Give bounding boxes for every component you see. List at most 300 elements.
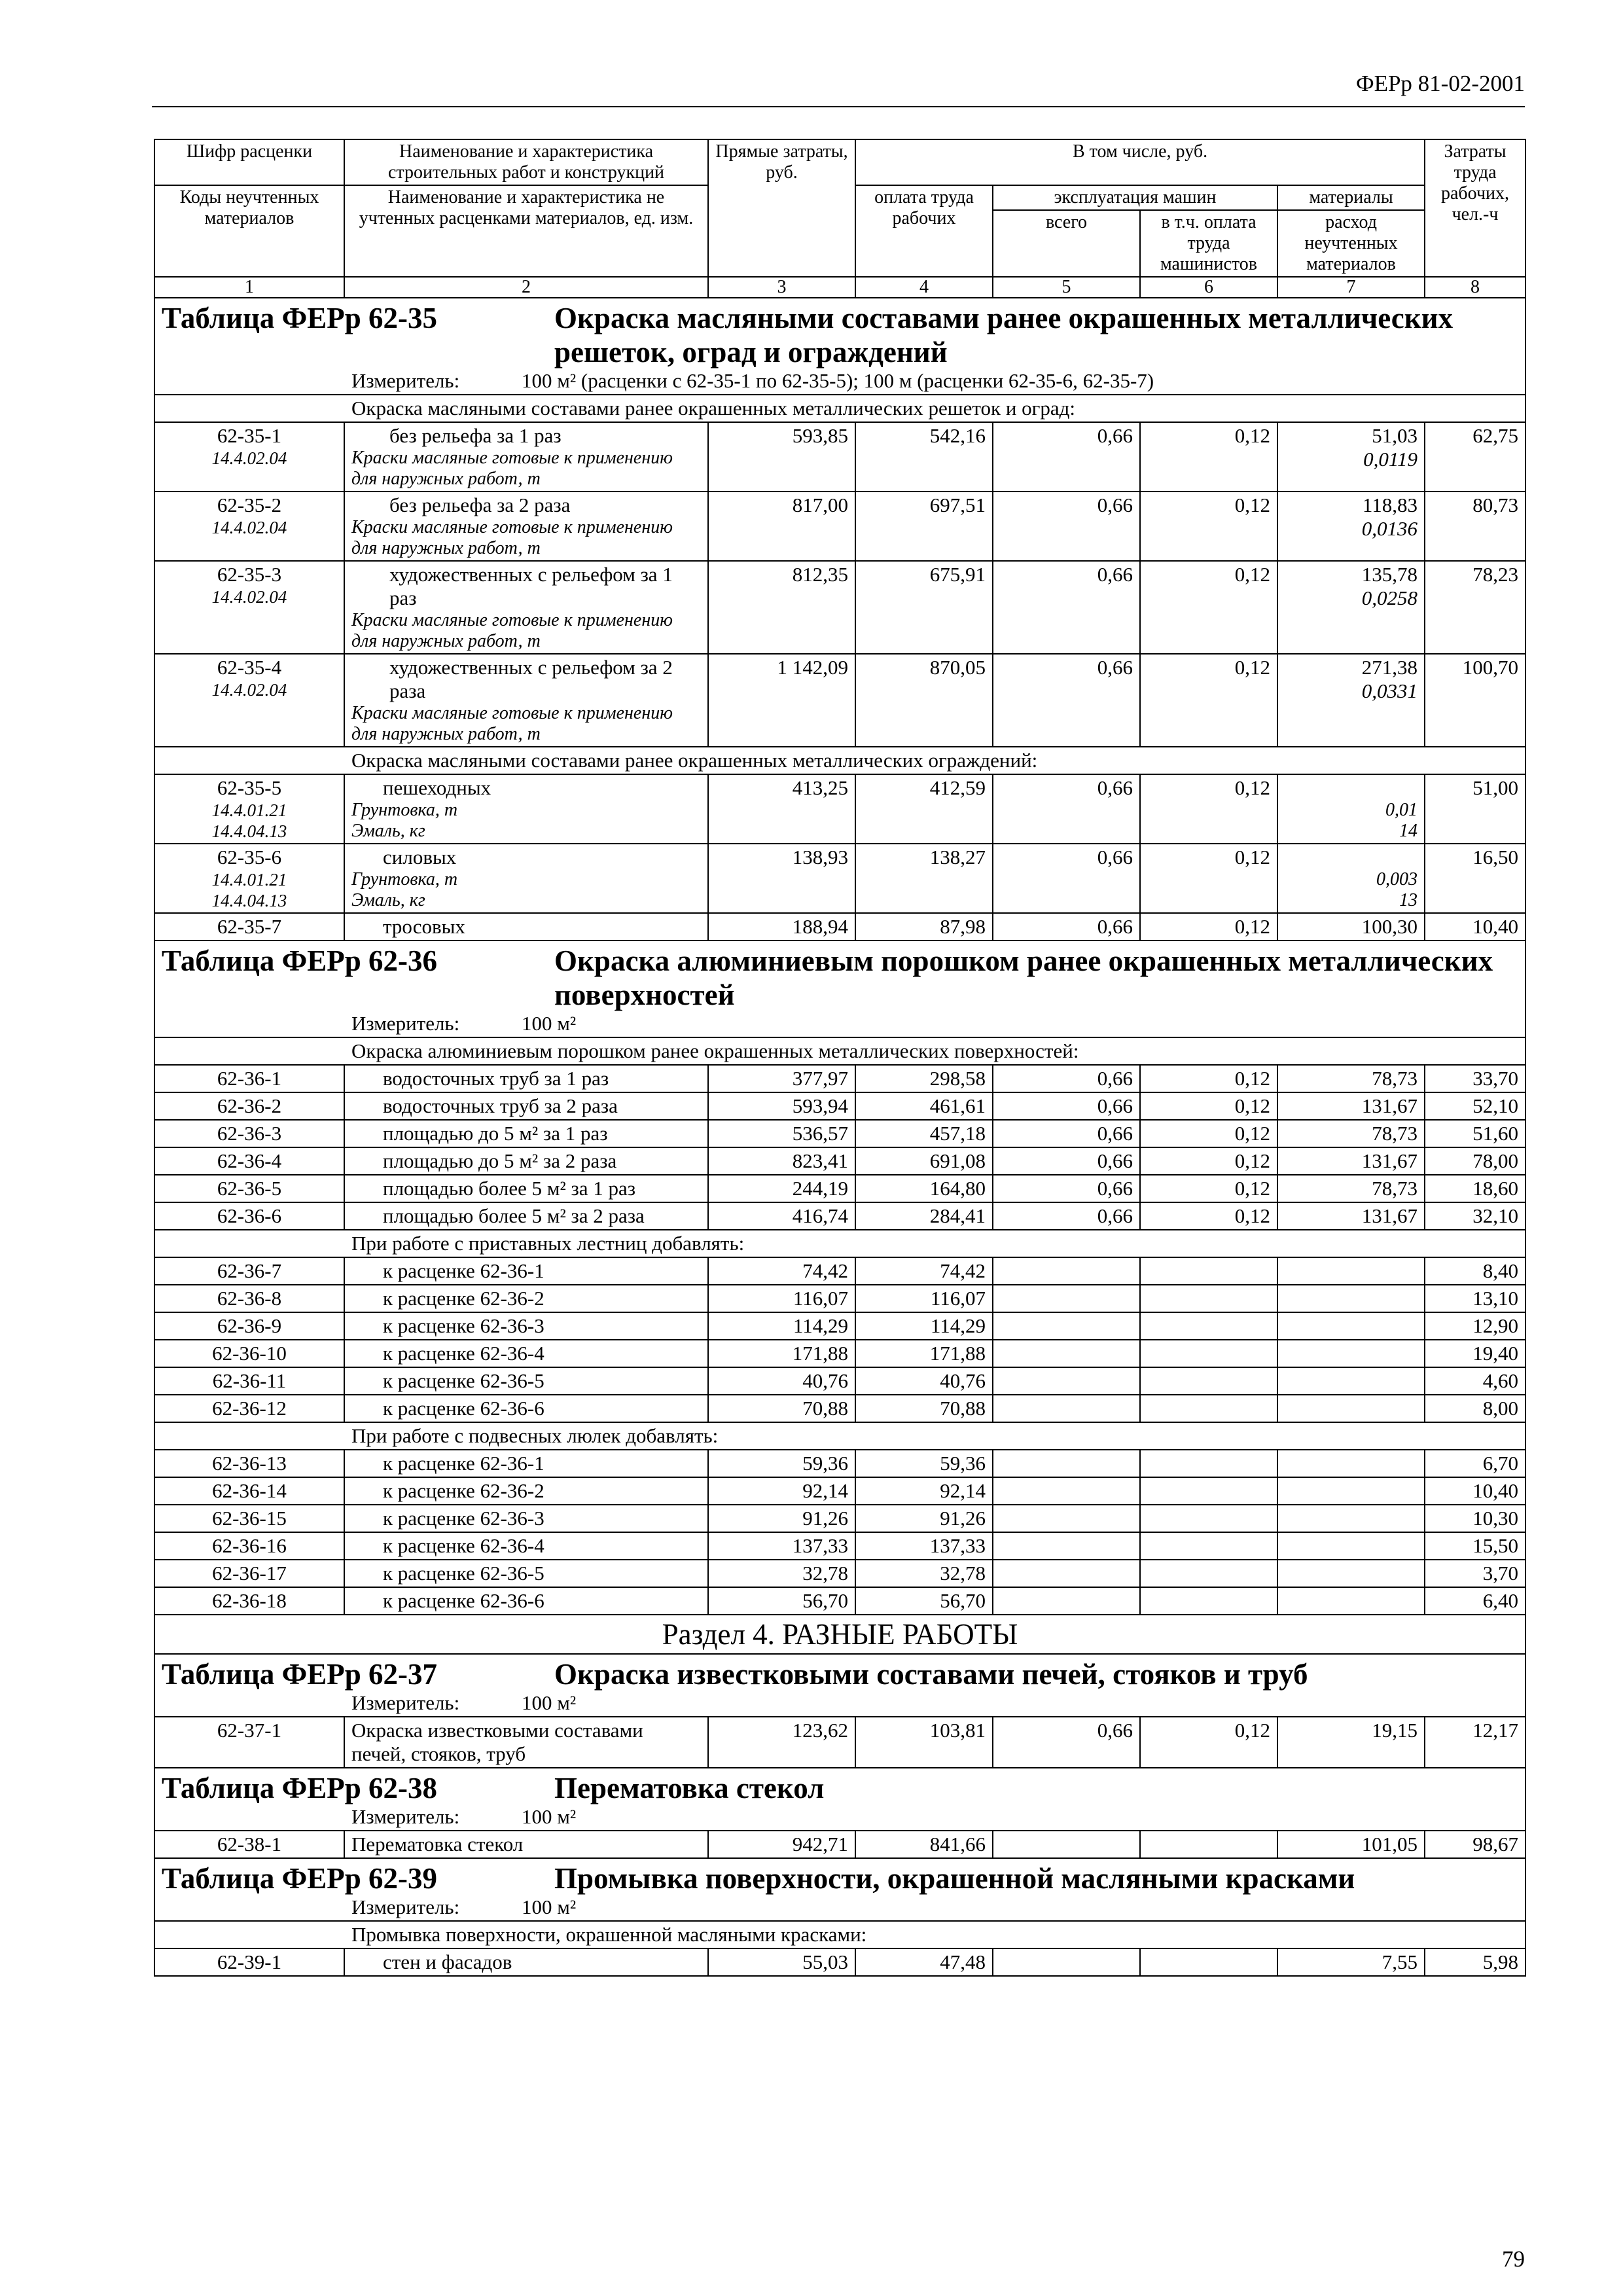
machines-pay: 0,12 bbox=[1140, 913, 1277, 941]
labor-hours: 16,50 bbox=[1425, 844, 1525, 913]
measure-label: Измеритель: bbox=[351, 1691, 460, 1714]
materials-cost: 19,15 bbox=[1277, 1717, 1425, 1768]
machines-total bbox=[993, 1532, 1140, 1560]
direct-cost: 244,19 bbox=[708, 1175, 855, 1202]
materials-cost bbox=[1277, 1312, 1425, 1340]
labor-hours: 6,40 bbox=[1425, 1587, 1525, 1615]
labor-hours: 13,10 bbox=[1425, 1285, 1525, 1312]
table-62-35-title bbox=[154, 298, 1525, 395]
measure-label: Измеритель: bbox=[351, 1012, 460, 1035]
table-row bbox=[154, 422, 1525, 492]
direct-cost: 1 142,09 bbox=[708, 654, 855, 747]
table-row bbox=[154, 1257, 1525, 1285]
table-row bbox=[154, 654, 1525, 747]
direct-cost: 593,94 bbox=[708, 1092, 855, 1120]
col-materials-sub-header: расход неучтенных материалов bbox=[1277, 210, 1425, 277]
machines-total bbox=[993, 1477, 1140, 1505]
direct-cost: 593,85 bbox=[708, 422, 855, 492]
machines-pay bbox=[1140, 1285, 1277, 1312]
material-code: 14.4.04.13 bbox=[211, 821, 287, 841]
document-code: ФЕРр 81-02-2001 bbox=[1355, 71, 1525, 96]
machines-pay bbox=[1140, 1948, 1277, 1976]
material-name: Эмаль, кг bbox=[351, 890, 425, 910]
table-row bbox=[154, 1717, 1525, 1768]
direct-cost: 942,71 bbox=[708, 1831, 855, 1858]
machines-total bbox=[993, 1505, 1140, 1532]
labor-pay: 87,98 bbox=[855, 913, 993, 941]
group-header: Окраска масляными составами ранее окрашенных металлических ограждений: bbox=[154, 747, 1525, 774]
rate-code: 62-35-7 bbox=[154, 913, 344, 941]
machines-pay bbox=[1140, 1257, 1277, 1285]
materials-cost bbox=[1277, 1505, 1425, 1532]
materials-cost: 78,73 bbox=[1277, 1120, 1425, 1147]
table-row bbox=[154, 1477, 1525, 1505]
materials-cost bbox=[1277, 1560, 1425, 1587]
labor-pay: 56,70 bbox=[855, 1587, 993, 1615]
table-row bbox=[154, 1948, 1525, 1976]
page-number: 79 bbox=[1502, 2246, 1525, 2272]
labor-hours: 10,40 bbox=[1425, 913, 1525, 941]
labor-pay: 116,07 bbox=[855, 1285, 993, 1312]
machines-total: 0,66 bbox=[993, 844, 1140, 913]
rate-name: водосточных труб за 1 раз bbox=[344, 1065, 708, 1092]
direct-cost: 116,07 bbox=[708, 1285, 855, 1312]
materials-cost: 78,73 bbox=[1277, 1175, 1425, 1202]
rate-code: 62-36-12 bbox=[154, 1395, 344, 1422]
col-number: 4 bbox=[855, 277, 993, 298]
machines-pay bbox=[1140, 1450, 1277, 1477]
rate-name: площадью более 5 м² за 2 раза bbox=[344, 1202, 708, 1230]
table-row bbox=[154, 1202, 1525, 1230]
table-row bbox=[154, 561, 1525, 654]
rate-name: площадью более 5 м² за 1 раз bbox=[344, 1175, 708, 1202]
table-62-37-title bbox=[154, 1654, 1525, 1717]
measure-value: 100 м² (расценки с 62-35-1 по 62-35-5); 100 м (расценки 62-35-6, 62-35-7) bbox=[522, 369, 1154, 392]
materials-cost: 78,73 bbox=[1277, 1065, 1425, 1092]
col-number: 3 bbox=[708, 277, 855, 298]
materials-cost bbox=[1277, 1532, 1425, 1560]
machines-pay: 0,12 bbox=[1140, 774, 1277, 844]
material-code: 14.4.02.04 bbox=[211, 448, 287, 468]
materials-cost: 271,38 bbox=[1361, 656, 1418, 679]
material-qty: 0,0136 bbox=[1361, 517, 1418, 540]
machines-pay: 0,12 bbox=[1140, 1147, 1277, 1175]
table-row bbox=[154, 1505, 1525, 1532]
machines-total bbox=[993, 1257, 1140, 1285]
rate-name: к расценке 62-36-5 bbox=[344, 1560, 708, 1587]
machines-pay bbox=[1140, 1340, 1277, 1367]
machines-pay: 0,12 bbox=[1140, 492, 1277, 561]
direct-cost: 74,42 bbox=[708, 1257, 855, 1285]
table-label: Таблица ФЕРр 62-36 bbox=[162, 944, 438, 977]
direct-cost: 817,00 bbox=[708, 492, 855, 561]
labor-hours: 51,00 bbox=[1425, 774, 1525, 844]
machines-pay bbox=[1140, 1587, 1277, 1615]
labor-hours: 8,40 bbox=[1425, 1257, 1525, 1285]
materials-cost: 100,30 bbox=[1277, 913, 1425, 941]
rate-name: к расценке 62-36-1 bbox=[344, 1450, 708, 1477]
machines-total: 0,66 bbox=[993, 422, 1140, 492]
col-number: 7 bbox=[1277, 277, 1425, 298]
rate-code: 62-36-3 bbox=[154, 1120, 344, 1147]
material-qty: 14 bbox=[1399, 821, 1418, 841]
col-incl-header: В том числе, руб. bbox=[855, 139, 1425, 185]
material-code: 14.4.02.04 bbox=[211, 587, 287, 607]
direct-cost: 32,78 bbox=[708, 1560, 855, 1587]
labor-pay: 675,91 bbox=[855, 561, 993, 654]
rate-code: 62-36-16 bbox=[154, 1532, 344, 1560]
machines-total: 0,66 bbox=[993, 1147, 1140, 1175]
labor-pay: 870,05 bbox=[855, 654, 993, 747]
material-name: Грунтовка, т bbox=[351, 800, 458, 820]
material-name: Эмаль, кг bbox=[351, 821, 425, 841]
rate-name: водосточных труб за 2 раза bbox=[344, 1092, 708, 1120]
measure-label: Измеритель: bbox=[351, 1895, 460, 1918]
table-label: Таблица ФЕРр 62-39 bbox=[162, 1862, 438, 1895]
group-header: Окраска масляными составами ранее окрашенных металлических решеток и оград: bbox=[154, 395, 1525, 422]
machines-pay bbox=[1140, 1367, 1277, 1395]
table-row bbox=[154, 1092, 1525, 1120]
table-row bbox=[154, 1175, 1525, 1202]
labor-pay: 457,18 bbox=[855, 1120, 993, 1147]
col-materials-header: материалы bbox=[1277, 185, 1425, 210]
machines-total: 0,66 bbox=[993, 492, 1140, 561]
rates-table bbox=[154, 139, 1526, 1977]
table-62-36-title bbox=[154, 941, 1525, 1037]
rate-name: к расценке 62-36-2 bbox=[344, 1285, 708, 1312]
labor-hours: 12,17 bbox=[1425, 1717, 1525, 1768]
direct-cost: 812,35 bbox=[708, 561, 855, 654]
materials-cost bbox=[1277, 1367, 1425, 1395]
labor-hours: 6,70 bbox=[1425, 1450, 1525, 1477]
col-code-header: Шифр расценки bbox=[154, 139, 344, 185]
table-title: Промывка поверхности, окрашенной масляными красками bbox=[554, 1862, 1355, 1895]
col-number: 6 bbox=[1140, 277, 1277, 298]
rate-name: пешеходных bbox=[383, 776, 491, 799]
material-qty: 0,0119 bbox=[1363, 448, 1418, 471]
materials-cost: 51,03 bbox=[1372, 424, 1418, 447]
material-name: Краски масляные готовые к применению для наружных работ, т bbox=[351, 610, 673, 651]
header-rule bbox=[152, 106, 1525, 107]
table-row bbox=[154, 844, 1525, 913]
machines-total: 0,66 bbox=[993, 654, 1140, 747]
direct-cost: 137,33 bbox=[708, 1532, 855, 1560]
table-row bbox=[154, 1147, 1525, 1175]
rate-name: к расценке 62-36-6 bbox=[344, 1587, 708, 1615]
rate-code: 62-36-14 bbox=[154, 1477, 344, 1505]
labor-pay: 461,61 bbox=[855, 1092, 993, 1120]
rate-code: 62-36-6 bbox=[154, 1202, 344, 1230]
rate-name: художественных с рельефом за 2 раза bbox=[389, 656, 673, 702]
labor-hours: 18,60 bbox=[1425, 1175, 1525, 1202]
measure-value: 100 м² bbox=[522, 1012, 577, 1035]
table-title: Окраска известковыми составами печей, стояков и труб bbox=[554, 1658, 1308, 1691]
labor-pay: 47,48 bbox=[855, 1948, 993, 1976]
labor-hours: 12,90 bbox=[1425, 1312, 1525, 1340]
machines-pay bbox=[1140, 1560, 1277, 1587]
labor-hours: 32,10 bbox=[1425, 1202, 1525, 1230]
direct-cost: 413,25 bbox=[708, 774, 855, 844]
labor-pay: 32,78 bbox=[855, 1560, 993, 1587]
machines-total bbox=[993, 1450, 1140, 1477]
measure-value: 100 м² bbox=[522, 1805, 577, 1828]
table-row bbox=[154, 1285, 1525, 1312]
col-name-header: Наименование и характеристика строительных работ и конструкций bbox=[344, 139, 708, 185]
material-qty: 0,0331 bbox=[1361, 679, 1418, 702]
machines-pay: 0,12 bbox=[1140, 1175, 1277, 1202]
direct-cost: 55,03 bbox=[708, 1948, 855, 1976]
materials-cost bbox=[1277, 1257, 1425, 1285]
machines-pay bbox=[1140, 1312, 1277, 1340]
table-row bbox=[154, 774, 1525, 844]
table-title: Окраска масляными составами ранее окрашенных металлических решеток, оград и ограждений bbox=[554, 302, 1454, 368]
header-row-1 bbox=[154, 139, 1525, 185]
rate-name: Перематовка стекол bbox=[344, 1831, 708, 1858]
machines-pay: 0,12 bbox=[1140, 654, 1277, 747]
machines-total: 0,66 bbox=[993, 561, 1140, 654]
table-row bbox=[154, 1532, 1525, 1560]
machines-total: 0,66 bbox=[993, 1065, 1140, 1092]
rate-name: площадью до 5 м² за 1 раз bbox=[344, 1120, 708, 1147]
table-62-39-title bbox=[154, 1858, 1525, 1921]
col-machines-total-header: всего bbox=[993, 210, 1140, 277]
labor-hours: 15,50 bbox=[1425, 1532, 1525, 1560]
materials-cost: 118,83 bbox=[1362, 493, 1418, 516]
table-62-38-title bbox=[154, 1768, 1525, 1831]
material-code: 14.4.02.04 bbox=[211, 518, 287, 537]
table-row bbox=[154, 1395, 1525, 1422]
rate-code: 62-36-11 bbox=[154, 1367, 344, 1395]
direct-cost: 171,88 bbox=[708, 1340, 855, 1367]
col-number: 1 bbox=[154, 277, 344, 298]
rate-code: 62-36-15 bbox=[154, 1505, 344, 1532]
rate-name: к расценке 62-36-4 bbox=[344, 1340, 708, 1367]
rate-name: к расценке 62-36-5 bbox=[344, 1367, 708, 1395]
labor-hours: 51,60 bbox=[1425, 1120, 1525, 1147]
rate-name: без рельефа за 1 раз bbox=[389, 424, 562, 447]
rate-code: 62-36-18 bbox=[154, 1587, 344, 1615]
labor-pay: 542,16 bbox=[855, 422, 993, 492]
direct-cost: 70,88 bbox=[708, 1395, 855, 1422]
labor-pay: 137,33 bbox=[855, 1532, 993, 1560]
material-code: 14.4.02.04 bbox=[211, 680, 287, 700]
machines-pay: 0,12 bbox=[1140, 844, 1277, 913]
rate-name: площадью до 5 м² за 2 раза bbox=[344, 1147, 708, 1175]
direct-cost: 114,29 bbox=[708, 1312, 855, 1340]
rate-name: к расценке 62-36-2 bbox=[344, 1477, 708, 1505]
machines-total bbox=[993, 1285, 1140, 1312]
rate-code: 62-35-4 bbox=[217, 656, 282, 679]
table-label: Таблица ФЕРр 62-37 bbox=[162, 1658, 438, 1691]
rate-name: к расценке 62-36-3 bbox=[344, 1312, 708, 1340]
labor-hours: 33,70 bbox=[1425, 1065, 1525, 1092]
labor-pay: 171,88 bbox=[855, 1340, 993, 1367]
section-header: Раздел 4. РАЗНЫЕ РАБОТЫ bbox=[154, 1615, 1525, 1654]
labor-pay: 91,26 bbox=[855, 1505, 993, 1532]
machines-pay: 0,12 bbox=[1140, 1202, 1277, 1230]
labor-pay: 841,66 bbox=[855, 1831, 993, 1858]
table-label: Таблица ФЕРр 62-38 bbox=[162, 1772, 438, 1804]
table-row bbox=[154, 1065, 1525, 1092]
machines-pay bbox=[1140, 1505, 1277, 1532]
rate-code: 62-36-4 bbox=[154, 1147, 344, 1175]
table-row bbox=[154, 1450, 1525, 1477]
material-name: Грунтовка, т bbox=[351, 869, 458, 889]
machines-pay: 0,12 bbox=[1140, 1065, 1277, 1092]
rate-code: 62-36-13 bbox=[154, 1450, 344, 1477]
labor-pay: 103,81 bbox=[855, 1717, 993, 1768]
col-number: 8 bbox=[1425, 277, 1525, 298]
machines-total bbox=[993, 1395, 1140, 1422]
machines-pay bbox=[1140, 1477, 1277, 1505]
materials-cost: 135,78 bbox=[1361, 563, 1418, 586]
rate-code: 62-35-3 bbox=[217, 563, 282, 586]
rate-code: 62-36-9 bbox=[154, 1312, 344, 1340]
table-row bbox=[154, 1587, 1525, 1615]
labor-pay: 298,58 bbox=[855, 1065, 993, 1092]
material-qty: 0,0258 bbox=[1361, 586, 1418, 609]
direct-cost: 92,14 bbox=[708, 1477, 855, 1505]
machines-total bbox=[993, 1831, 1140, 1858]
rate-code: 62-36-7 bbox=[154, 1257, 344, 1285]
labor-hours: 78,00 bbox=[1425, 1147, 1525, 1175]
materials-cost bbox=[1277, 1395, 1425, 1422]
material-qty: 0,01 bbox=[1385, 800, 1418, 820]
direct-cost: 416,74 bbox=[708, 1202, 855, 1230]
col-matcode-header: Коды неучтенных материалов bbox=[154, 185, 344, 277]
machines-total: 0,66 bbox=[993, 1175, 1140, 1202]
direct-cost: 56,70 bbox=[708, 1587, 855, 1615]
machines-total bbox=[993, 1312, 1140, 1340]
machines-total: 0,66 bbox=[993, 1092, 1140, 1120]
col-direct-header: Прямые затраты, руб. bbox=[708, 139, 855, 277]
table-label: Таблица ФЕРр 62-35 bbox=[162, 302, 438, 334]
group-header: Окраска алюминиевым порошком ранее окрашенных металлических поверхностей: bbox=[154, 1037, 1525, 1065]
table-row bbox=[154, 913, 1525, 941]
machines-total bbox=[993, 1367, 1140, 1395]
direct-cost: 91,26 bbox=[708, 1505, 855, 1532]
labor-hours: 5,98 bbox=[1425, 1948, 1525, 1976]
rate-code: 62-35-2 bbox=[217, 493, 282, 516]
machines-total bbox=[993, 1587, 1140, 1615]
direct-cost: 188,94 bbox=[708, 913, 855, 941]
labor-hours: 4,60 bbox=[1425, 1367, 1525, 1395]
labor-pay: 691,08 bbox=[855, 1147, 993, 1175]
labor-hours: 78,23 bbox=[1425, 561, 1525, 654]
direct-cost: 823,41 bbox=[708, 1147, 855, 1175]
rate-code: 62-37-1 bbox=[154, 1717, 344, 1768]
materials-cost: 131,67 bbox=[1277, 1202, 1425, 1230]
labor-pay: 138,27 bbox=[855, 844, 993, 913]
machines-pay bbox=[1140, 1395, 1277, 1422]
rate-name: тросовых bbox=[344, 913, 708, 941]
materials-cost: 131,67 bbox=[1277, 1092, 1425, 1120]
labor-pay: 164,80 bbox=[855, 1175, 993, 1202]
labor-pay: 59,36 bbox=[855, 1450, 993, 1477]
machines-pay bbox=[1140, 1532, 1277, 1560]
rate-name: к расценке 62-36-4 bbox=[344, 1532, 708, 1560]
rate-code: 62-39-1 bbox=[154, 1948, 344, 1976]
group-header: При работе с приставных лестниц добавлять: bbox=[154, 1230, 1525, 1257]
measure-value: 100 м² bbox=[522, 1895, 577, 1918]
table-title: Перематовка стекол bbox=[554, 1772, 825, 1804]
table-row bbox=[154, 1560, 1525, 1587]
rate-name: художественных с рельефом за 1 раз bbox=[389, 563, 673, 609]
materials-cost: 7,55 bbox=[1277, 1948, 1425, 1976]
rate-code: 62-36-17 bbox=[154, 1560, 344, 1587]
materials-cost bbox=[1277, 1477, 1425, 1505]
rate-code: 62-36-1 bbox=[154, 1065, 344, 1092]
rate-code: 62-35-5 bbox=[217, 776, 282, 799]
material-name: Краски масляные готовые к применению для наружных работ, т bbox=[351, 703, 673, 744]
machines-total bbox=[993, 1340, 1140, 1367]
machines-total bbox=[993, 1948, 1140, 1976]
direct-cost: 377,97 bbox=[708, 1065, 855, 1092]
machines-pay: 0,12 bbox=[1140, 1120, 1277, 1147]
col-hours-header: Затраты труда рабочих, чел.-ч bbox=[1425, 139, 1525, 277]
rate-name: Окраска известковыми составами печей, стояков, труб bbox=[344, 1717, 708, 1768]
machines-pay: 0,12 bbox=[1140, 1717, 1277, 1768]
materials-cost: 131,67 bbox=[1277, 1147, 1425, 1175]
labor-hours: 52,10 bbox=[1425, 1092, 1525, 1120]
machines-pay: 0,12 bbox=[1140, 561, 1277, 654]
labor-hours: 19,40 bbox=[1425, 1340, 1525, 1367]
table-title: Окраска алюминиевым порошком ранее окрашенных металлических поверхностей bbox=[554, 944, 1493, 1011]
rate-code: 62-35-6 bbox=[217, 846, 282, 869]
table-row bbox=[154, 1367, 1525, 1395]
labor-pay: 70,88 bbox=[855, 1395, 993, 1422]
direct-cost: 59,36 bbox=[708, 1450, 855, 1477]
direct-cost: 40,76 bbox=[708, 1367, 855, 1395]
col-number: 2 bbox=[344, 277, 708, 298]
rate-name: к расценке 62-36-1 bbox=[344, 1257, 708, 1285]
machines-total: 0,66 bbox=[993, 1202, 1140, 1230]
rate-code: 62-35-1 bbox=[217, 424, 282, 447]
rate-code: 62-38-1 bbox=[154, 1831, 344, 1858]
machines-total bbox=[993, 1560, 1140, 1587]
labor-hours: 10,30 bbox=[1425, 1505, 1525, 1532]
rate-code: 62-36-5 bbox=[154, 1175, 344, 1202]
material-qty: 0,003 bbox=[1376, 869, 1418, 889]
machines-total: 0,66 bbox=[993, 1717, 1140, 1768]
machines-pay: 0,12 bbox=[1140, 422, 1277, 492]
rate-name: без рельефа за 2 раза bbox=[389, 493, 571, 516]
machines-pay bbox=[1140, 1831, 1277, 1858]
machines-total: 0,66 bbox=[993, 774, 1140, 844]
rate-code: 62-36-2 bbox=[154, 1092, 344, 1120]
labor-pay: 92,14 bbox=[855, 1477, 993, 1505]
labor-pay: 284,41 bbox=[855, 1202, 993, 1230]
rate-name: стен и фасадов bbox=[344, 1948, 708, 1976]
measure-label: Измеритель: bbox=[351, 1805, 460, 1828]
labor-hours: 8,00 bbox=[1425, 1395, 1525, 1422]
col-number: 5 bbox=[993, 277, 1140, 298]
materials-cost bbox=[1277, 1285, 1425, 1312]
machines-total: 0,66 bbox=[993, 1120, 1140, 1147]
rate-name: к расценке 62-36-6 bbox=[344, 1395, 708, 1422]
measure-value: 100 м² bbox=[522, 1691, 577, 1714]
machines-total: 0,66 bbox=[993, 913, 1140, 941]
materials-cost bbox=[1277, 1587, 1425, 1615]
rate-name: к расценке 62-36-3 bbox=[344, 1505, 708, 1532]
materials-cost bbox=[1277, 1450, 1425, 1477]
col-labor-header: оплата труда рабочих bbox=[855, 185, 993, 277]
col-matname-header: Наименование и характеристика не учтенных расценками материалов, ед. изм. bbox=[344, 185, 708, 277]
rate-name: силовых bbox=[383, 846, 457, 869]
table-row bbox=[154, 492, 1525, 561]
labor-hours: 3,70 bbox=[1425, 1560, 1525, 1587]
labor-hours: 10,40 bbox=[1425, 1477, 1525, 1505]
